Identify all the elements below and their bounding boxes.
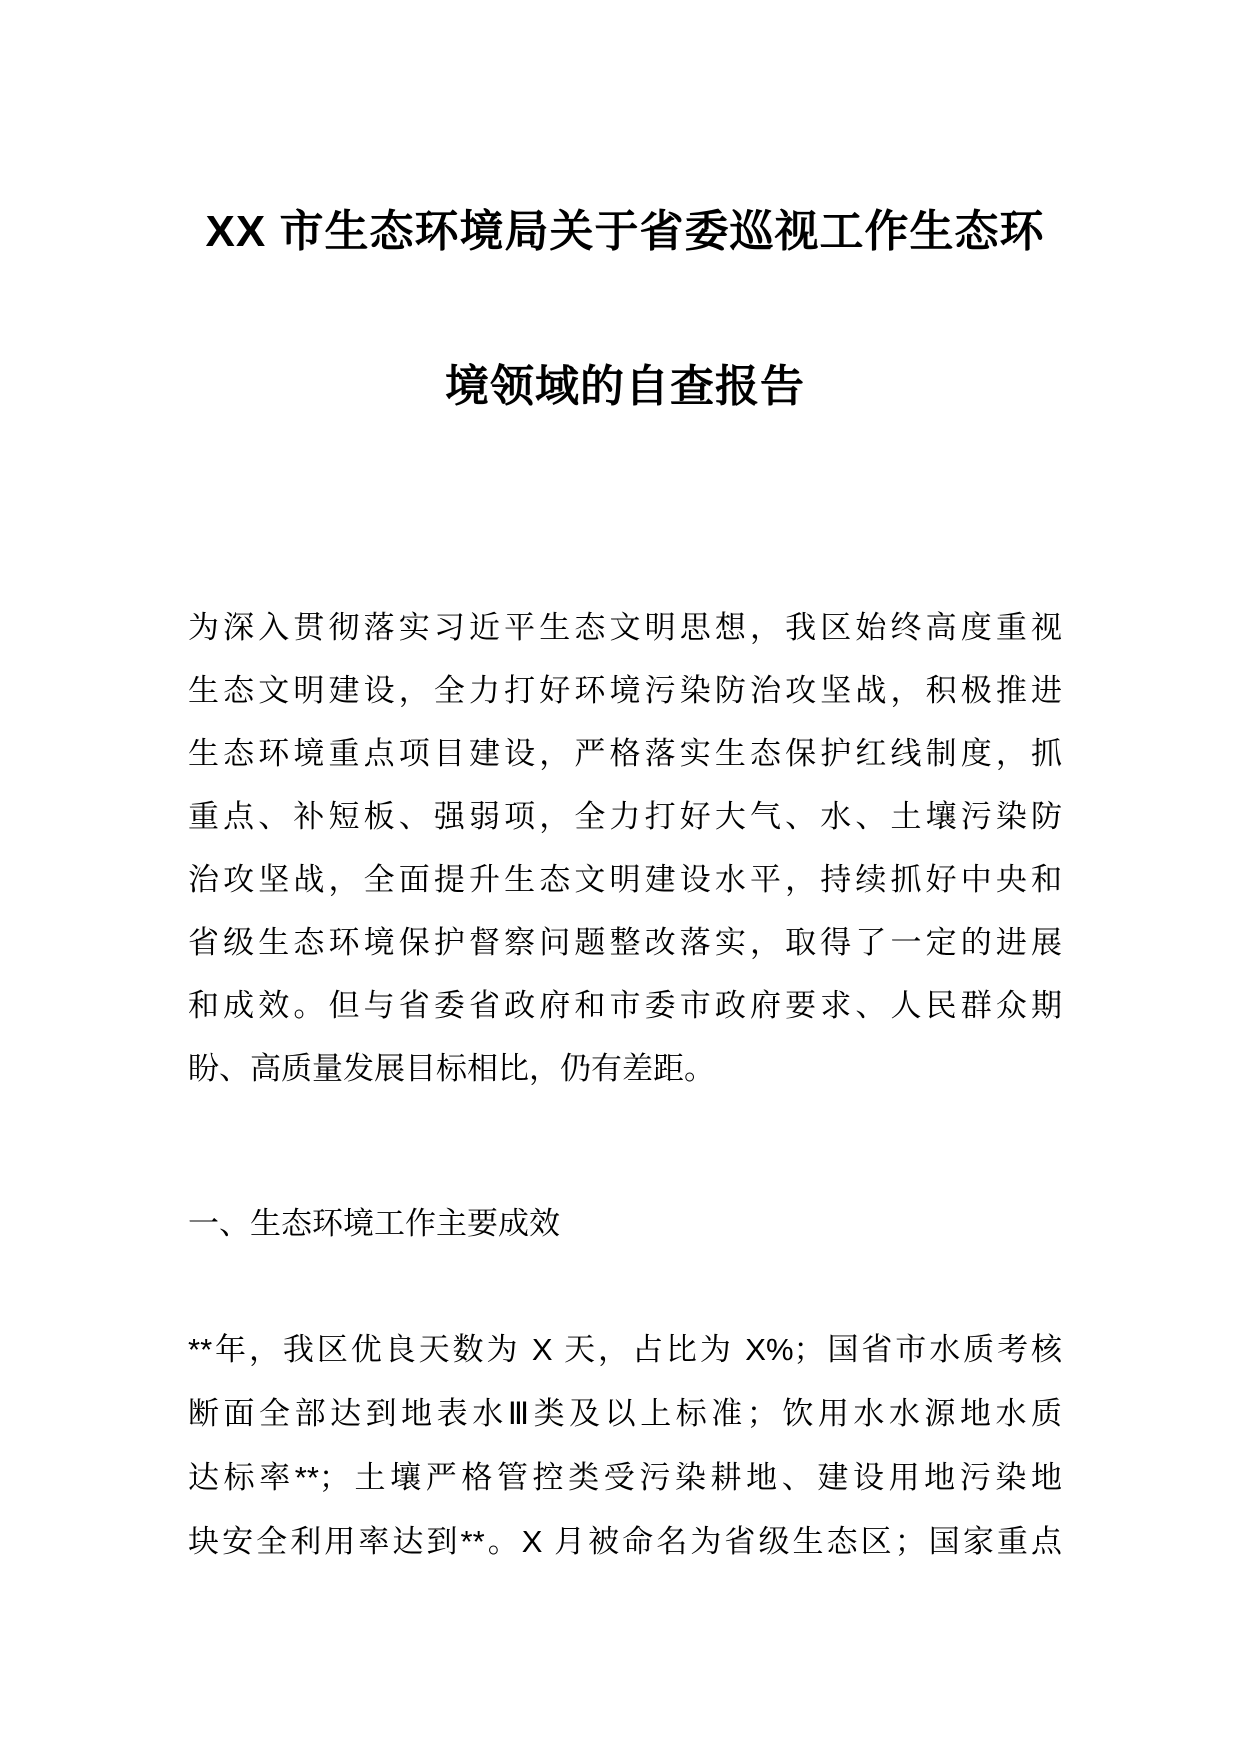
body-line: 断面全部达到地表水Ⅲ类及以上标准；饮用水水源地水质 — [188, 1396, 1062, 1431]
body-line: 达标率**；土壤严格管控类受污染耕地、建设用地污染地 — [188, 1460, 1062, 1495]
document-title-line-2: 境领域的自查报告 — [445, 362, 805, 411]
body-line: 块安全利用率达到**。X 月被命名为省级生态区；国家重点 — [188, 1524, 1062, 1559]
body-line: 为深入贯彻落实习近平生态文明思想，我区始终高度重视 — [188, 610, 1062, 645]
section-heading-main-achievements: 一、生态环境工作主要成效 — [188, 1206, 560, 1241]
body-line: **年，我区优良天数为 X 天，占比为 X%；国省市水质考核 — [188, 1332, 1062, 1367]
body-line: 生态环境重点项目建设，严格落实生态保护红线制度，抓 — [188, 736, 1062, 771]
body-line: 生态文明建设，全力打好环境污染防治攻坚战，积极推进 — [188, 673, 1062, 708]
document-title — [188, 154, 1062, 464]
body-line: 盼、高质量发展目标相比，仍有差距。 — [188, 1051, 715, 1086]
document-title-line-1: XX 市生态环境局关于省委巡视工作生态环 — [205, 207, 1045, 256]
body-line: 省级生态环境保护督察问题整改落实，取得了一定的进展 — [188, 925, 1062, 960]
body-line: 和成效。但与省委省政府和市委市政府要求、人民群众期 — [188, 988, 1062, 1023]
paragraph-achievements — [188, 1318, 1062, 1574]
body-line: 重点、补短板、强弱项，全力打好大气、水、土壤污染防 — [188, 799, 1062, 834]
paragraph-intro — [188, 596, 1062, 1100]
body-line: 治攻坚战，全面提升生态文明建设水平，持续抓好中央和 — [188, 862, 1062, 897]
